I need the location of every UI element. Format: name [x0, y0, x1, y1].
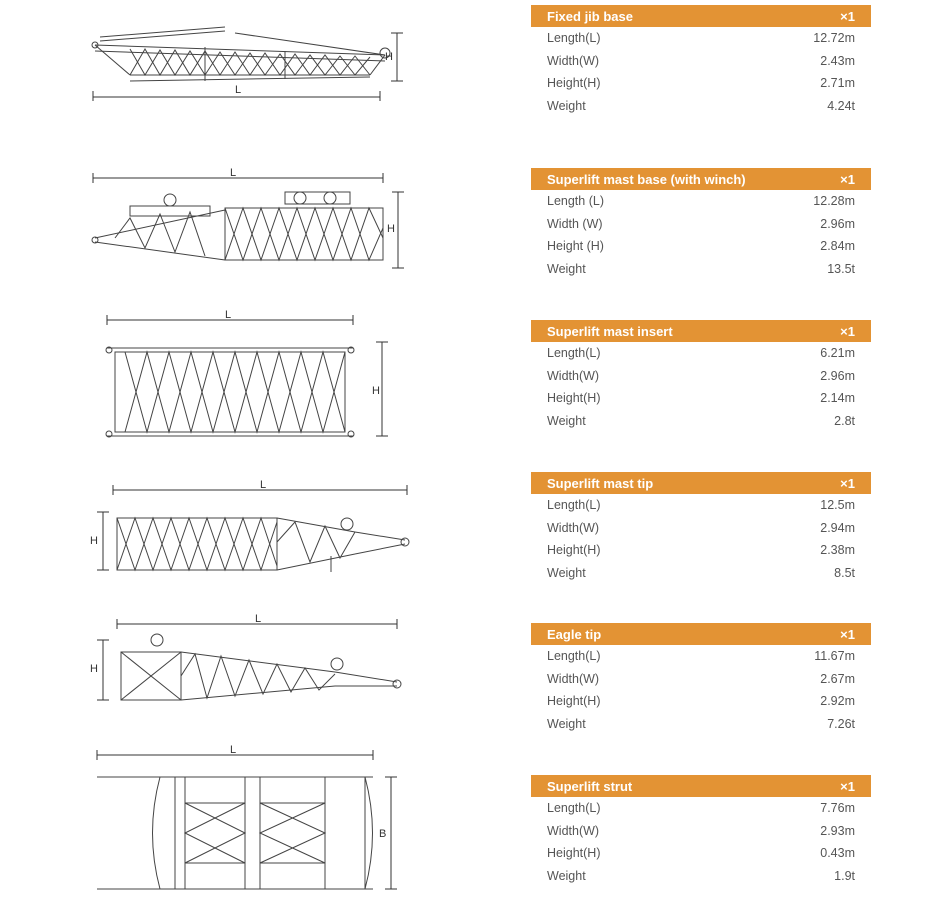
spec-value: 1.9t: [834, 868, 855, 883]
spec-row-length: [531, 342, 871, 365]
spec-row-width: [531, 50, 871, 73]
spec-value: 2.43m: [820, 53, 855, 68]
quantity: ×1: [840, 323, 855, 339]
spec-row-width: [531, 668, 871, 691]
quantity: ×1: [840, 626, 855, 642]
spec-row-weight: [531, 713, 871, 736]
dimension-label-length: L: [260, 479, 267, 491]
spec-header: [531, 623, 871, 645]
spec-label: Weight: [547, 413, 586, 428]
component-name: Fixed jib base: [547, 8, 633, 24]
spec-row-length: [531, 797, 871, 820]
quantity: ×1: [840, 171, 855, 187]
spec-label: Length(L): [547, 346, 601, 361]
spec-value: 7.76m: [820, 801, 855, 816]
spec-value: 6.21m: [820, 346, 855, 361]
spec-label: Height(H): [547, 543, 601, 558]
spec-value: 12.28m: [813, 194, 855, 209]
spec-label: Height (H): [547, 239, 604, 254]
spec-label: Width(W): [547, 823, 600, 838]
spec-label: Length(L): [547, 801, 601, 816]
spec-value: 7.26t: [827, 716, 855, 731]
spec-label: Width (W): [547, 216, 603, 231]
spec-value: 12.72m: [813, 31, 855, 46]
spec-row-width: [531, 820, 871, 843]
spec-row-weight: [531, 562, 871, 585]
spec-label: Weight: [547, 868, 586, 883]
spec-row-length: [531, 190, 871, 213]
spec-value: 0.43m: [820, 846, 855, 861]
component-name: Eagle tip: [547, 626, 602, 642]
drawing-fixed-jib-base: [85, 15, 415, 105]
spec-value: 2.71m: [820, 76, 855, 91]
dimension-label-height: H: [372, 385, 380, 397]
spec-label: Weight: [547, 261, 586, 276]
spec-value: 4.24t: [827, 98, 855, 113]
spec-row-weight: [531, 95, 871, 118]
dimension-label-height: H: [387, 223, 395, 235]
spec-row-height: [531, 72, 871, 95]
dimension-label-height: H: [90, 535, 98, 547]
superlift-mast-tip-diagram: [85, 479, 415, 577]
spec-row-weight: [531, 865, 871, 888]
spec-row-width: [531, 517, 871, 540]
spec-row-width: [531, 365, 871, 388]
spec-header: [531, 775, 871, 797]
spec-label: Height(H): [547, 846, 601, 861]
spec-value: 2.8t: [834, 413, 855, 428]
drawing-superlift-mast-tip: [85, 479, 415, 577]
drawing-eagle-tip: [85, 612, 415, 707]
spec-label: Height(H): [547, 694, 601, 709]
superlift-mast-base-diagram: [85, 168, 415, 273]
spec-value: 2.38m: [820, 543, 855, 558]
spec-row-length: [531, 494, 871, 517]
component-name: Superlift strut: [547, 778, 633, 794]
drawing-superlift-mast-base: [85, 168, 415, 273]
spec-row-length: [531, 645, 871, 668]
dimension-label-length: L: [225, 309, 232, 321]
spec-value: 2.93m: [820, 823, 855, 838]
dimension-label-length: L: [255, 613, 262, 625]
spec-header: [531, 320, 871, 342]
spec-card-superlift-mast-insert: [531, 320, 871, 432]
dimension-label-height: H: [385, 51, 393, 63]
spec-value: 12.5m: [820, 498, 855, 513]
spec-value: 2.14m: [820, 391, 855, 406]
spec-value: 2.67m: [820, 671, 855, 686]
spec-row-height: [531, 235, 871, 258]
spec-card-eagle-tip: [531, 623, 871, 735]
spec-card-superlift-strut: [531, 775, 871, 887]
component-name: Superlift mast base (with winch): [547, 171, 746, 187]
quantity: ×1: [840, 8, 855, 24]
dimension-label-height: H: [90, 663, 98, 675]
superlift-mast-insert-diagram: [85, 309, 415, 442]
spec-label: Width(W): [547, 53, 600, 68]
spec-header: [531, 472, 871, 494]
spec-label: Height(H): [547, 76, 601, 91]
spec-label: Width(W): [547, 368, 600, 383]
eagle-tip-diagram: [85, 612, 415, 707]
spec-row-weight: [531, 410, 871, 433]
spec-card-superlift-mast-tip: [531, 472, 871, 584]
drawing-superlift-strut: [85, 743, 415, 898]
dimension-label-length: L: [230, 744, 237, 756]
spec-label: Length(L): [547, 31, 601, 46]
spec-value: 2.96m: [820, 216, 855, 231]
spec-value: 2.96m: [820, 368, 855, 383]
spec-value: 2.94m: [820, 520, 855, 535]
spec-label: Weight: [547, 565, 586, 580]
spec-card-superlift-mast-base: [531, 168, 871, 280]
spec-label: Width(W): [547, 520, 600, 535]
spec-row-height: [531, 690, 871, 713]
spec-row-weight: [531, 258, 871, 281]
spec-row-height: [531, 539, 871, 562]
component-name: Superlift mast tip: [547, 475, 654, 491]
spec-value: 2.92m: [820, 694, 855, 709]
spec-header: [531, 168, 871, 190]
dimension-label-length: L: [230, 167, 237, 179]
quantity: ×1: [840, 475, 855, 491]
spec-label: Weight: [547, 98, 586, 113]
spec-value: 2.84m: [820, 239, 855, 254]
quantity: ×1: [840, 778, 855, 794]
spec-row-height: [531, 842, 871, 865]
drawing-superlift-mast-insert: [85, 309, 415, 442]
spec-label: Length(L): [547, 649, 601, 664]
spec-label: Height(H): [547, 391, 601, 406]
spec-value: 13.5t: [827, 261, 855, 276]
spec-row-height: [531, 387, 871, 410]
spec-card-fixed-jib-base: [531, 5, 871, 117]
superlift-strut-diagram: [85, 743, 415, 898]
spec-row-width: [531, 213, 871, 236]
dimension-label-length: L: [235, 84, 242, 96]
component-name: Superlift mast insert: [547, 323, 673, 339]
fixed-jib-base-diagram: [85, 15, 415, 105]
spec-value: 11.67m: [814, 649, 855, 664]
spec-label: Width(W): [547, 671, 600, 686]
spec-label: Weight: [547, 716, 586, 731]
spec-label: Length (L): [547, 194, 604, 209]
spec-label: Length(L): [547, 498, 601, 513]
spec-header: [531, 5, 871, 27]
spec-value: 8.5t: [834, 565, 855, 580]
dimension-label-b: B: [379, 828, 387, 840]
spec-row-length: [531, 27, 871, 50]
